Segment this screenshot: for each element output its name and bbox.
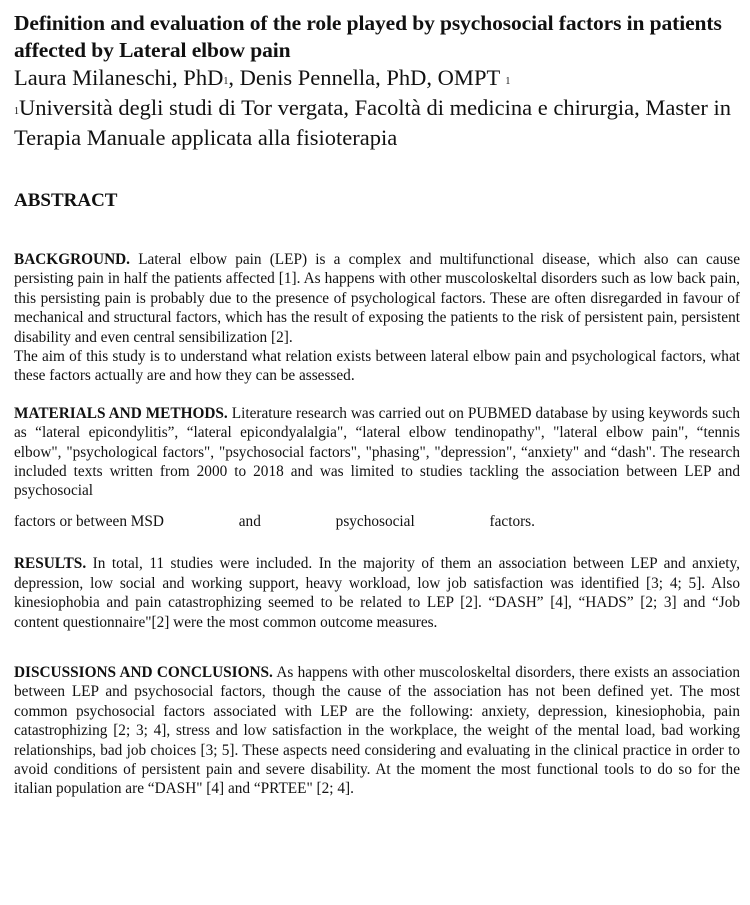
author-separator: ,: [228, 65, 240, 90]
affiliation-text: Università degli studi di Tor vergata, Facoltà di medicina e chirurgia, Master in Terapia Manuale applicata alla fisioterapia: [14, 95, 731, 150]
author-name: Denis Pennella, PhD, OMPT: [239, 65, 500, 90]
discussion-label: DISCUSSIONS AND CONCLUSIONS.: [14, 663, 273, 681]
affiliation-mark: 1: [14, 106, 19, 117]
methods-text: Literature research was carried out on PUBMED database by using keywords such as “lateral epicondylitis”, “lateral epicondyalalgia", “lateral elbow tendinopathy", "lateral elbow pain", “tennis elbow", "psychological factors", "psychosocial factors", "phasing", "depression", “anxiety" and “dash". The research included texts written from 2000 to 2018 and was limited to studies tackling the association between LEP and psychosocial: [14, 404, 740, 500]
background-aim-text: The aim of this study is to understand what relation exists between lateral elbow pain and psychological factors, what these factors actually are and how they can be assessed.: [14, 348, 740, 385]
discussion-text: As happens with other muscoloskeltal disorders, there exists an association between LEP and psychosocial factors, though the cause of the association has not been defined yet. The most common psychosocial factors associated with LEP are the following: anxiety, depression, kinesiophobia, pain catastrophizing [2; 3; 4], stress and low satisfaction in the workplace, the weight of the mental load, bad working relationships, bad job choices [3; 5]. These aspects need considering and evaluating in the clinical practice in order to avoid conditions of persistent pain and severe disability. At the moment the most functional tools to do so for the italian population are “DASH" [4] and “PRTEE" [2; 4].: [14, 663, 740, 798]
methods-section: [14, 404, 740, 501]
paper-page: [14, 10, 740, 799]
abstract-heading: ABSTRACT: [14, 190, 118, 211]
methods-tail-word: psychosocial: [335, 512, 415, 530]
results-text: In total, 11 studies were included. In the majority of them an association between LEP and anxiety, depression, low social and working support, heavy workload, low job satisfaction was identified [3; 4; 5]. Also kinesiophobia and pain catastrophizing seemed to be related to LEP [2]. “DASH” [4], “HADS” [2; 3] and “Job content questionnaire"[2] were the most common outcome measures.: [14, 555, 741, 631]
author-name: Laura Milaneschi, PhD: [14, 65, 224, 90]
background-label: BACKGROUND.: [14, 251, 131, 268]
discussion-section: [14, 663, 740, 799]
author-affiliation-mark: 1: [505, 76, 511, 87]
methods-tail-word: factors.: [489, 512, 535, 530]
methods-tail-word: factors or between MSD: [14, 512, 164, 530]
results-section: [14, 554, 740, 632]
methods-label: MATERIALS AND METHODS.: [14, 404, 228, 422]
results-label: RESULTS.: [14, 555, 87, 573]
methods-tail-word: and: [238, 512, 261, 530]
paper-title: Definition and evaluation of the role played by psychosocial factors in patients affected by Lateral elbow pain: [14, 11, 722, 62]
background-text: Lateral elbow pain (LEP) is a complex and multifunctional disease, which also can cause persisting pain in half the patients affected [1]. As happens with other muscoloskeltal disorders such as low back pain, this persisting pain is probably due to the presence of psychological factors. These are often disregarded in favour of mechanical and structural factors, which has the result of exposing the patients to the risk of persistent pain, persistent disability and even central sensibilization [2].: [14, 251, 740, 346]
author-affiliation-mark: 1: [223, 76, 229, 87]
background-section: [14, 250, 740, 386]
author-line: [14, 65, 740, 91]
affiliation: [14, 93, 740, 153]
methods-last-line: [14, 512, 535, 531]
